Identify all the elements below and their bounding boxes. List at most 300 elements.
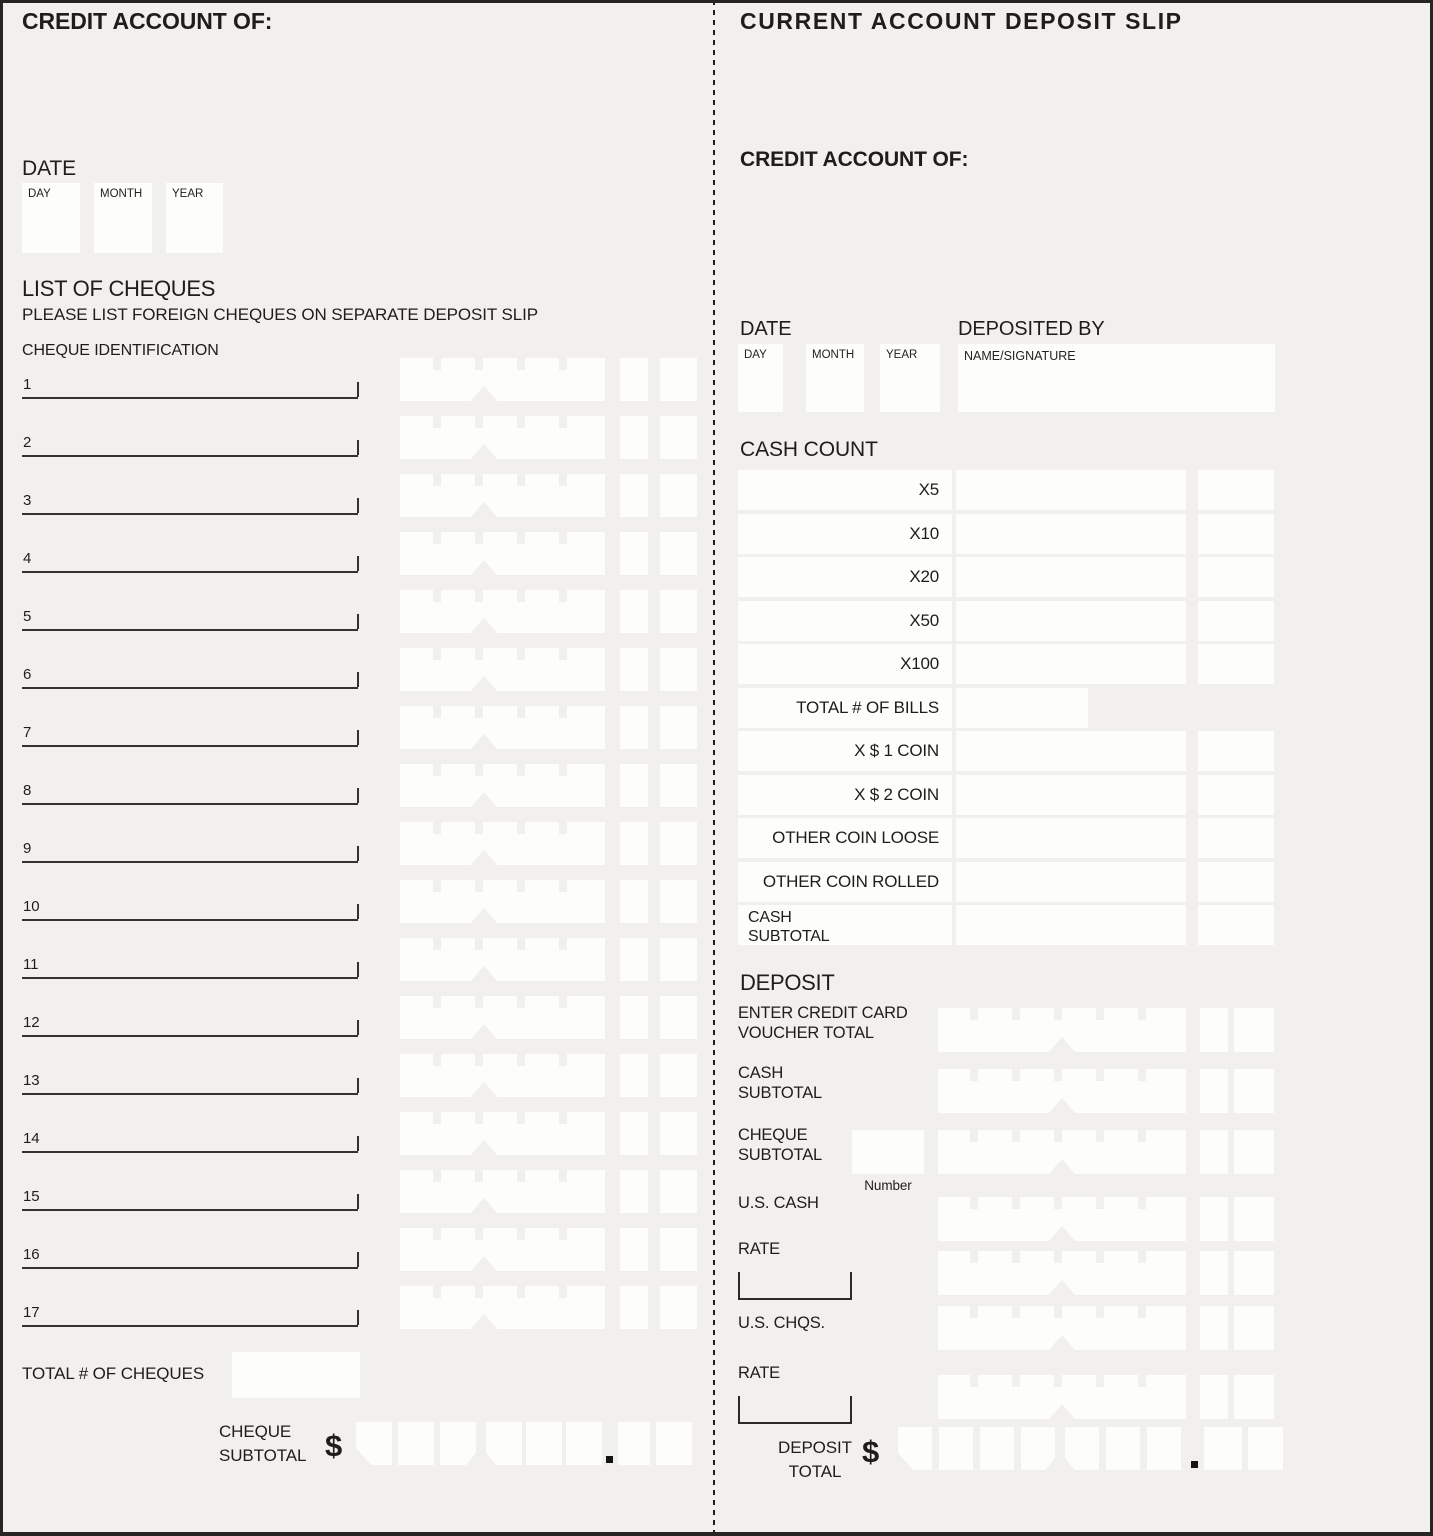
deposit-amount-cents-b-3[interactable] — [1234, 1197, 1274, 1241]
digit-separator-notch — [1138, 1197, 1146, 1209]
cheque-id-line-11[interactable] — [22, 943, 358, 979]
deposited-by-heading: DEPOSITED BY — [958, 318, 1105, 340]
digit-separator-notch — [517, 1054, 525, 1066]
cash-count-label-cell: X100 — [738, 644, 952, 684]
cheque-amount-cents-b-8[interactable] — [660, 764, 697, 807]
left-date-heading: DATE — [22, 157, 77, 180]
deposit-amount-cents-a-1[interactable] — [1200, 1069, 1228, 1113]
digit-separator-notch — [559, 532, 567, 544]
thousands-notch — [1049, 1335, 1075, 1350]
cheque-amount-cents-b-6[interactable] — [660, 648, 697, 691]
cheque-row-number: 12 — [23, 1014, 40, 1031]
cheque-row-number: 15 — [23, 1188, 40, 1205]
digit-separator-notch — [517, 938, 525, 950]
cash-count-amount-cell[interactable] — [956, 731, 1186, 771]
cash-count-cents-cell[interactable] — [1198, 731, 1274, 771]
name-signature-label: NAME/SIGNATURE — [964, 349, 1076, 363]
cheque-id-line-9[interactable] — [22, 827, 358, 863]
digit-separator-notch — [1054, 1197, 1062, 1209]
cheque-row-number: 10 — [23, 898, 40, 915]
cash-count-amount-cell[interactable] — [956, 775, 1186, 815]
right-day-label: DAY — [744, 349, 767, 361]
cheque-id-line-5[interactable] — [22, 595, 358, 631]
cheque-amount-cents-b-5[interactable] — [660, 590, 697, 633]
cheque-amount-cents-b-10[interactable] — [660, 880, 697, 923]
deposit-heading: DEPOSIT — [740, 970, 835, 995]
cash-count-label-cell: OTHER COIN ROLLED — [738, 862, 952, 902]
deposit-total-cents-2[interactable] — [1248, 1427, 1283, 1470]
cheque-id-line-2[interactable] — [22, 421, 358, 457]
digit-separator-notch — [433, 764, 441, 776]
digit-separator-notch — [475, 590, 483, 602]
cheque-amount-cents-a-4[interactable] — [620, 532, 648, 575]
dep-cheque-subtotal-label-line1: CHEQUE — [738, 1126, 808, 1144]
thousands-notch — [471, 1314, 497, 1329]
digit-separator-notch — [517, 1112, 525, 1124]
thousands-notch — [471, 734, 497, 749]
cheque-id-line-1[interactable] — [22, 363, 358, 399]
cheque-amount-cents-b-3[interactable] — [660, 474, 697, 517]
deposit-amount-dollars-1[interactable] — [938, 1069, 1186, 1113]
digit-separator-notch — [1012, 1130, 1020, 1142]
cheque-id-line-6[interactable] — [22, 653, 358, 689]
cash-count-label-cell: X20 — [738, 557, 952, 597]
digit-separator-notch — [559, 1228, 567, 1240]
cheque-id-line-7[interactable] — [22, 711, 358, 747]
digit-separator-notch — [517, 1286, 525, 1298]
digit-separator-notch — [559, 1054, 567, 1066]
digit-separator-notch — [433, 996, 441, 1008]
digit-separator-notch — [1138, 1130, 1146, 1142]
cheque-id-line-4[interactable] — [22, 537, 358, 573]
cheque-amount-cents-a-6[interactable] — [620, 648, 648, 691]
digit-separator-notch — [559, 1286, 567, 1298]
digit-separator-notch — [517, 590, 525, 602]
cheque-subtotal-digit-2[interactable] — [398, 1422, 434, 1465]
digit-separator-notch — [1012, 1197, 1020, 1209]
right-title: CURRENT ACCOUNT DEPOSIT SLIP — [740, 8, 1183, 34]
cheque-id-line-14[interactable] — [22, 1117, 358, 1153]
digit-separator-notch — [475, 532, 483, 544]
left-month-field[interactable] — [94, 183, 152, 253]
digit-separator-notch — [970, 1375, 978, 1387]
cheque-row-number: 4 — [23, 550, 32, 567]
digit-separator-notch — [1012, 1375, 1020, 1387]
cheque-amount-cents-b-2[interactable] — [660, 416, 697, 459]
deposit-amount-cents-b-1[interactable] — [1234, 1069, 1274, 1113]
thousands-notch — [471, 966, 497, 981]
tear-divider-dashed-line — [713, 0, 715, 1536]
deposit-amount-dollars-5[interactable] — [938, 1306, 1186, 1350]
cheque-id-line-17[interactable] — [22, 1291, 358, 1327]
deposit-amount-cents-a-2[interactable] — [1200, 1130, 1228, 1174]
number-caption: Number — [864, 1178, 912, 1193]
dep-cash-subtotal-label-line1: CASH — [738, 1064, 784, 1082]
digit-separator-notch — [970, 1306, 978, 1318]
cheque-amount-cents-b-1[interactable] — [660, 358, 697, 401]
digit-separator-notch — [1054, 1069, 1062, 1081]
foreign-cheques-note: PLEASE LIST FOREIGN CHEQUES ON SEPARATE DEPOSIT SLIP — [22, 305, 538, 324]
digit-separator-notch — [970, 1130, 978, 1142]
cheque-amount-cents-a-13[interactable] — [620, 1054, 648, 1097]
cash-count-cents-cell[interactable] — [1198, 601, 1274, 641]
cheque-subtotal-digit-6[interactable] — [566, 1422, 602, 1465]
cheque-amount-dollars-4[interactable] — [400, 532, 605, 575]
digit-separator-notch — [475, 880, 483, 892]
voucher-total-label-line1: ENTER CREDIT CARD — [738, 1004, 908, 1022]
deposit-amount-cents-b-6[interactable] — [1234, 1375, 1274, 1419]
deposit-total-label-line1: DEPOSIT — [778, 1438, 852, 1457]
cheque-id-line-13[interactable] — [22, 1059, 358, 1095]
thousands-notch — [471, 676, 497, 691]
digit-separator-notch — [433, 1054, 441, 1066]
deposit-amount-cents-a-3[interactable] — [1200, 1197, 1228, 1241]
right-year-field[interactable] — [880, 344, 940, 412]
deposit-amount-cents-b-5[interactable] — [1234, 1306, 1274, 1350]
cheque-amount-cents-a-2[interactable] — [620, 416, 648, 459]
deposit-amount-dollars-6[interactable] — [938, 1375, 1186, 1419]
total-cheques-field[interactable] — [232, 1352, 360, 1398]
cash-count-cents-cell[interactable] — [1198, 514, 1274, 554]
cheque-amount-dollars-3[interactable] — [400, 474, 605, 517]
deposit-amount-cents-b-2[interactable] — [1234, 1130, 1274, 1174]
thousands-notch — [471, 908, 497, 923]
digit-separator-notch — [475, 1054, 483, 1066]
cheque-row-number: 14 — [23, 1130, 40, 1147]
digit-separator-notch — [433, 822, 441, 834]
digit-separator-notch — [475, 1112, 483, 1124]
cash-count-label-cell: X5 — [738, 470, 952, 510]
cheque-id-line-8[interactable] — [22, 769, 358, 805]
digit-separator-notch — [1096, 1375, 1104, 1387]
deposit-total-digit-6[interactable] — [1106, 1427, 1140, 1470]
cheque-amount-dollars-14[interactable] — [400, 1112, 605, 1155]
deposit-amount-cents-b-0[interactable] — [1234, 1008, 1274, 1052]
digit-separator-notch — [475, 938, 483, 950]
digit-separator-notch — [559, 474, 567, 486]
deposit-total-digit-1[interactable] — [898, 1427, 932, 1470]
cheque-amount-cents-b-17[interactable] — [660, 1286, 697, 1329]
digit-separator-notch — [1054, 1008, 1062, 1020]
cheque-amount-cents-a-11[interactable] — [620, 938, 648, 981]
cheque-amount-cents-b-15[interactable] — [660, 1170, 697, 1213]
cheque-row-number: 9 — [23, 840, 32, 857]
digit-separator-notch — [433, 474, 441, 486]
digit-separator-notch — [970, 1008, 978, 1020]
cash-count-cents-cell[interactable] — [1198, 775, 1274, 815]
digit-separator-notch — [433, 590, 441, 602]
cash-count-label-line1: CASH — [748, 909, 792, 926]
right-year-label: YEAR — [886, 349, 918, 361]
cheque-subtotal-cents-1[interactable] — [618, 1422, 650, 1465]
cheque-id-line-12[interactable] — [22, 1001, 358, 1037]
digit-separator-notch — [517, 822, 525, 834]
cheque-amount-cents-b-4[interactable] — [660, 532, 697, 575]
cheque-amount-cents-a-3[interactable] — [620, 474, 648, 517]
deposit-total-digit-2[interactable] — [939, 1427, 973, 1470]
cheque-amount-cents-b-16[interactable] — [660, 1228, 697, 1271]
cash-count-amount-cell[interactable] — [956, 688, 1088, 728]
cash-count-label-cell: X10 — [738, 514, 952, 554]
left-day-label: DAY — [28, 188, 51, 200]
cheque-amount-cents-a-5[interactable] — [620, 590, 648, 633]
cash-count-cents-cell[interactable] — [1198, 470, 1274, 510]
thousands-notch — [471, 502, 497, 517]
cheque-amount-cents-a-12[interactable] — [620, 996, 648, 1039]
digit-separator-notch — [1054, 1251, 1062, 1263]
cheque-subtotal-dollar-sign: $ — [325, 1428, 343, 1463]
deposit-amount-cents-a-0[interactable] — [1200, 1008, 1228, 1052]
total-cheques-label: TOTAL # OF CHEQUES — [22, 1364, 205, 1383]
thousands-notch — [1049, 1098, 1075, 1113]
digit-separator-notch — [970, 1069, 978, 1081]
cheque-subtotal-cents-2[interactable] — [656, 1422, 692, 1465]
cash-count-cents-cell[interactable] — [1198, 905, 1274, 945]
deposit-amount-dollars-2[interactable] — [938, 1130, 1186, 1174]
thousands-notch — [471, 850, 497, 865]
thousands-notch — [471, 792, 497, 807]
digit-separator-notch — [1096, 1197, 1104, 1209]
cash-count-cents-cell[interactable] — [1198, 557, 1274, 597]
cheque-amount-cents-b-14[interactable] — [660, 1112, 697, 1155]
left-month-label: MONTH — [100, 188, 143, 200]
cheque-subtotal-label-line2: SUBTOTAL — [219, 1446, 307, 1465]
cheque-amount-cents-b-7[interactable] — [660, 706, 697, 749]
cash-count-amount-cell[interactable] — [956, 514, 1186, 554]
cheque-subtotal-digit-1[interactable] — [356, 1422, 392, 1465]
cash-count-cents-cell[interactable] — [1198, 818, 1274, 858]
digit-separator-notch — [559, 416, 567, 428]
deposit-total-cents-1[interactable] — [1204, 1427, 1242, 1470]
deposit-total-digit-7[interactable] — [1147, 1427, 1181, 1470]
cash-count-amount-cell[interactable] — [956, 862, 1186, 902]
digit-separator-notch — [559, 590, 567, 602]
cheque-id-line-10[interactable] — [22, 885, 358, 921]
right-credit-account-label: CREDIT ACCOUNT OF: — [740, 148, 969, 171]
cheque-row-number: 3 — [23, 492, 32, 509]
cheque-amount-cents-b-9[interactable] — [660, 822, 697, 865]
left-year-field[interactable] — [166, 183, 223, 253]
cheque-identification-label: CHEQUE IDENTIFICATION — [22, 342, 219, 359]
digit-separator-notch — [559, 822, 567, 834]
digit-separator-notch — [1138, 1306, 1146, 1318]
digit-separator-notch — [1054, 1375, 1062, 1387]
digit-separator-notch — [559, 764, 567, 776]
deposit-amount-cents-a-5[interactable] — [1200, 1306, 1228, 1350]
cheque-id-line-3[interactable] — [22, 479, 358, 515]
cheque-amount-cents-b-13[interactable] — [660, 1054, 697, 1097]
left-title: CREDIT ACCOUNT OF: — [22, 8, 273, 34]
digit-separator-notch — [559, 648, 567, 660]
cash-count-cents-cell[interactable] — [1198, 644, 1274, 684]
digit-separator-notch — [1096, 1306, 1104, 1318]
deposit-amount-dollars-3[interactable] — [938, 1197, 1186, 1241]
cheque-row-number: 6 — [23, 666, 32, 683]
dep-cheque-subtotal-label-line2: SUBTOTAL — [738, 1146, 822, 1164]
digit-separator-notch — [517, 648, 525, 660]
cash-count-label-line2: SUBTOTAL — [748, 928, 830, 945]
cheque-row-number: 1 — [23, 376, 32, 393]
right-month-field[interactable] — [806, 344, 864, 412]
cash-count-amount-cell[interactable] — [956, 644, 1186, 684]
right-date-heading: DATE — [740, 318, 792, 340]
cheque-amount-dollars-15[interactable] — [400, 1170, 605, 1213]
cash-count-label-cell — [738, 905, 952, 945]
digit-separator-notch — [517, 880, 525, 892]
deposit-amount-dollars-0[interactable] — [938, 1008, 1186, 1052]
decimal-point — [606, 1456, 613, 1463]
cash-count-amount-cell[interactable] — [956, 601, 1186, 641]
deposit-total-label-line2: TOTAL — [788, 1462, 842, 1481]
cheque-amount-dollars-17[interactable] — [400, 1286, 605, 1329]
digit-separator-notch — [559, 996, 567, 1008]
cheque-amount-dollars-2[interactable] — [400, 416, 605, 459]
cheque-amount-cents-a-17[interactable] — [620, 1286, 648, 1329]
cheque-amount-cents-a-16[interactable] — [620, 1228, 648, 1271]
cheque-amount-dollars-11[interactable] — [400, 938, 605, 981]
cheque-amount-cents-a-10[interactable] — [620, 880, 648, 923]
deposit-total-dollar-sign: $ — [862, 1434, 880, 1469]
digit-separator-notch — [517, 358, 525, 370]
digit-separator-notch — [517, 532, 525, 544]
cheque-amount-dollars-9[interactable] — [400, 822, 605, 865]
left-year-label: YEAR — [172, 188, 204, 200]
rate2-entry-bracket[interactable] — [738, 1396, 852, 1424]
cheque-amount-cents-b-12[interactable] — [660, 996, 697, 1039]
list-of-cheques-heading: LIST OF CHEQUES — [22, 276, 216, 301]
name-signature-field[interactable] — [958, 344, 1275, 412]
thousands-notch — [1049, 1226, 1075, 1241]
deposit-amount-cents-b-4[interactable] — [1234, 1251, 1274, 1295]
cash-count-label-cell: X50 — [738, 601, 952, 641]
cheque-subtotal-digit-5[interactable] — [526, 1422, 562, 1465]
cash-count-amount-cell[interactable] — [956, 557, 1186, 597]
digit-separator-notch — [433, 1112, 441, 1124]
digit-separator-notch — [475, 358, 483, 370]
cheque-row-number: 13 — [23, 1072, 40, 1089]
digit-separator-notch — [1054, 1130, 1062, 1142]
cheque-amount-cents-b-11[interactable] — [660, 938, 697, 981]
cheque-amount-dollars-16[interactable] — [400, 1228, 605, 1271]
cash-count-label-cell: OTHER COIN LOOSE — [738, 818, 952, 858]
cash-count-amount-cell[interactable] — [956, 818, 1186, 858]
digit-separator-notch — [1012, 1306, 1020, 1318]
deposit-total-digit-3[interactable] — [980, 1427, 1014, 1470]
us-chqs-label: U.S. CHQS. — [738, 1314, 825, 1332]
digit-separator-notch — [1012, 1251, 1020, 1263]
digit-separator-notch — [1138, 1069, 1146, 1081]
digit-separator-notch — [1096, 1008, 1104, 1020]
cheque-id-line-15[interactable] — [22, 1175, 358, 1211]
cheque-row-number: 2 — [23, 434, 32, 451]
digit-separator-notch — [475, 706, 483, 718]
digit-separator-notch — [475, 764, 483, 776]
digit-separator-notch — [1096, 1251, 1104, 1263]
thousands-notch — [1049, 1159, 1075, 1174]
thousands-notch — [466, 1447, 496, 1465]
cheque-number-field[interactable] — [852, 1130, 924, 1174]
cheque-amount-cents-a-15[interactable] — [620, 1170, 648, 1213]
cheque-amount-cents-a-14[interactable] — [620, 1112, 648, 1155]
cheque-amount-dollars-5[interactable] — [400, 590, 605, 633]
thousands-notch — [471, 1140, 497, 1155]
digit-separator-notch — [1012, 1008, 1020, 1020]
decimal-point — [1191, 1461, 1198, 1468]
digit-separator-notch — [517, 706, 525, 718]
deposit-amount-cents-a-6[interactable] — [1200, 1375, 1228, 1419]
thousands-notch — [1049, 1280, 1075, 1295]
digit-separator-notch — [517, 1228, 525, 1240]
cash-count-amount-cell[interactable] — [956, 905, 1186, 945]
cheque-amount-dollars-8[interactable] — [400, 764, 605, 807]
right-month-label: MONTH — [812, 349, 855, 361]
cash-count-label-cell: X $ 1 COIN — [738, 731, 952, 771]
thousands-notch — [471, 618, 497, 633]
digit-separator-notch — [559, 1170, 567, 1182]
digit-separator-notch — [559, 1112, 567, 1124]
cash-count-label-cell: X $ 2 COIN — [738, 775, 952, 815]
cheque-amount-cents-a-7[interactable] — [620, 706, 648, 749]
voucher-total-label-line2: VOUCHER TOTAL — [738, 1024, 874, 1042]
cheque-id-line-16[interactable] — [22, 1233, 358, 1269]
cheque-amount-dollars-13[interactable] — [400, 1054, 605, 1097]
digit-separator-notch — [475, 1170, 483, 1182]
digit-separator-notch — [517, 996, 525, 1008]
cheque-amount-dollars-12[interactable] — [400, 996, 605, 1039]
rate1-entry-bracket[interactable] — [738, 1272, 852, 1300]
cheque-amount-cents-a-8[interactable] — [620, 764, 648, 807]
digit-separator-notch — [559, 880, 567, 892]
thousands-notch — [471, 444, 497, 459]
cheque-amount-cents-a-9[interactable] — [620, 822, 648, 865]
cheque-amount-dollars-6[interactable] — [400, 648, 605, 691]
digit-separator-notch — [970, 1197, 978, 1209]
thousands-notch — [471, 386, 497, 401]
digit-separator-notch — [970, 1251, 978, 1263]
deposit-amount-dollars-4[interactable] — [938, 1251, 1186, 1295]
digit-separator-notch — [517, 416, 525, 428]
cheque-row-number: 8 — [23, 782, 32, 799]
deposit-amount-cents-a-4[interactable] — [1200, 1251, 1228, 1295]
digit-separator-notch — [433, 1286, 441, 1298]
cheque-row-number: 17 — [23, 1304, 40, 1321]
digit-separator-notch — [475, 474, 483, 486]
right-day-field[interactable] — [738, 344, 783, 412]
rate1-label: RATE — [738, 1240, 780, 1258]
cheque-amount-dollars-7[interactable] — [400, 706, 605, 749]
cheque-row-number: 16 — [23, 1246, 40, 1263]
digit-separator-notch — [475, 1228, 483, 1240]
rate2-label: RATE — [738, 1364, 780, 1382]
thousands-notch — [1049, 1404, 1075, 1419]
us-cash-label: U.S. CASH — [738, 1194, 819, 1212]
digit-separator-notch — [1138, 1251, 1146, 1263]
thousands-notch — [471, 1198, 497, 1213]
digit-separator-notch — [1138, 1375, 1146, 1387]
digit-separator-notch — [475, 416, 483, 428]
left-day-field[interactable] — [22, 183, 80, 253]
cheque-row-number: 5 — [23, 608, 32, 625]
cash-count-amount-cell[interactable] — [956, 470, 1186, 510]
thousands-notch — [471, 560, 497, 575]
digit-separator-notch — [475, 1286, 483, 1298]
cheque-amount-dollars-10[interactable] — [400, 880, 605, 923]
cheque-amount-cents-a-1[interactable] — [620, 358, 648, 401]
cheque-subtotal-label-line1: CHEQUE — [219, 1422, 292, 1441]
cash-count-cents-cell[interactable] — [1198, 862, 1274, 902]
digit-separator-notch — [1096, 1130, 1104, 1142]
cheque-amount-dollars-1[interactable] — [400, 358, 605, 401]
